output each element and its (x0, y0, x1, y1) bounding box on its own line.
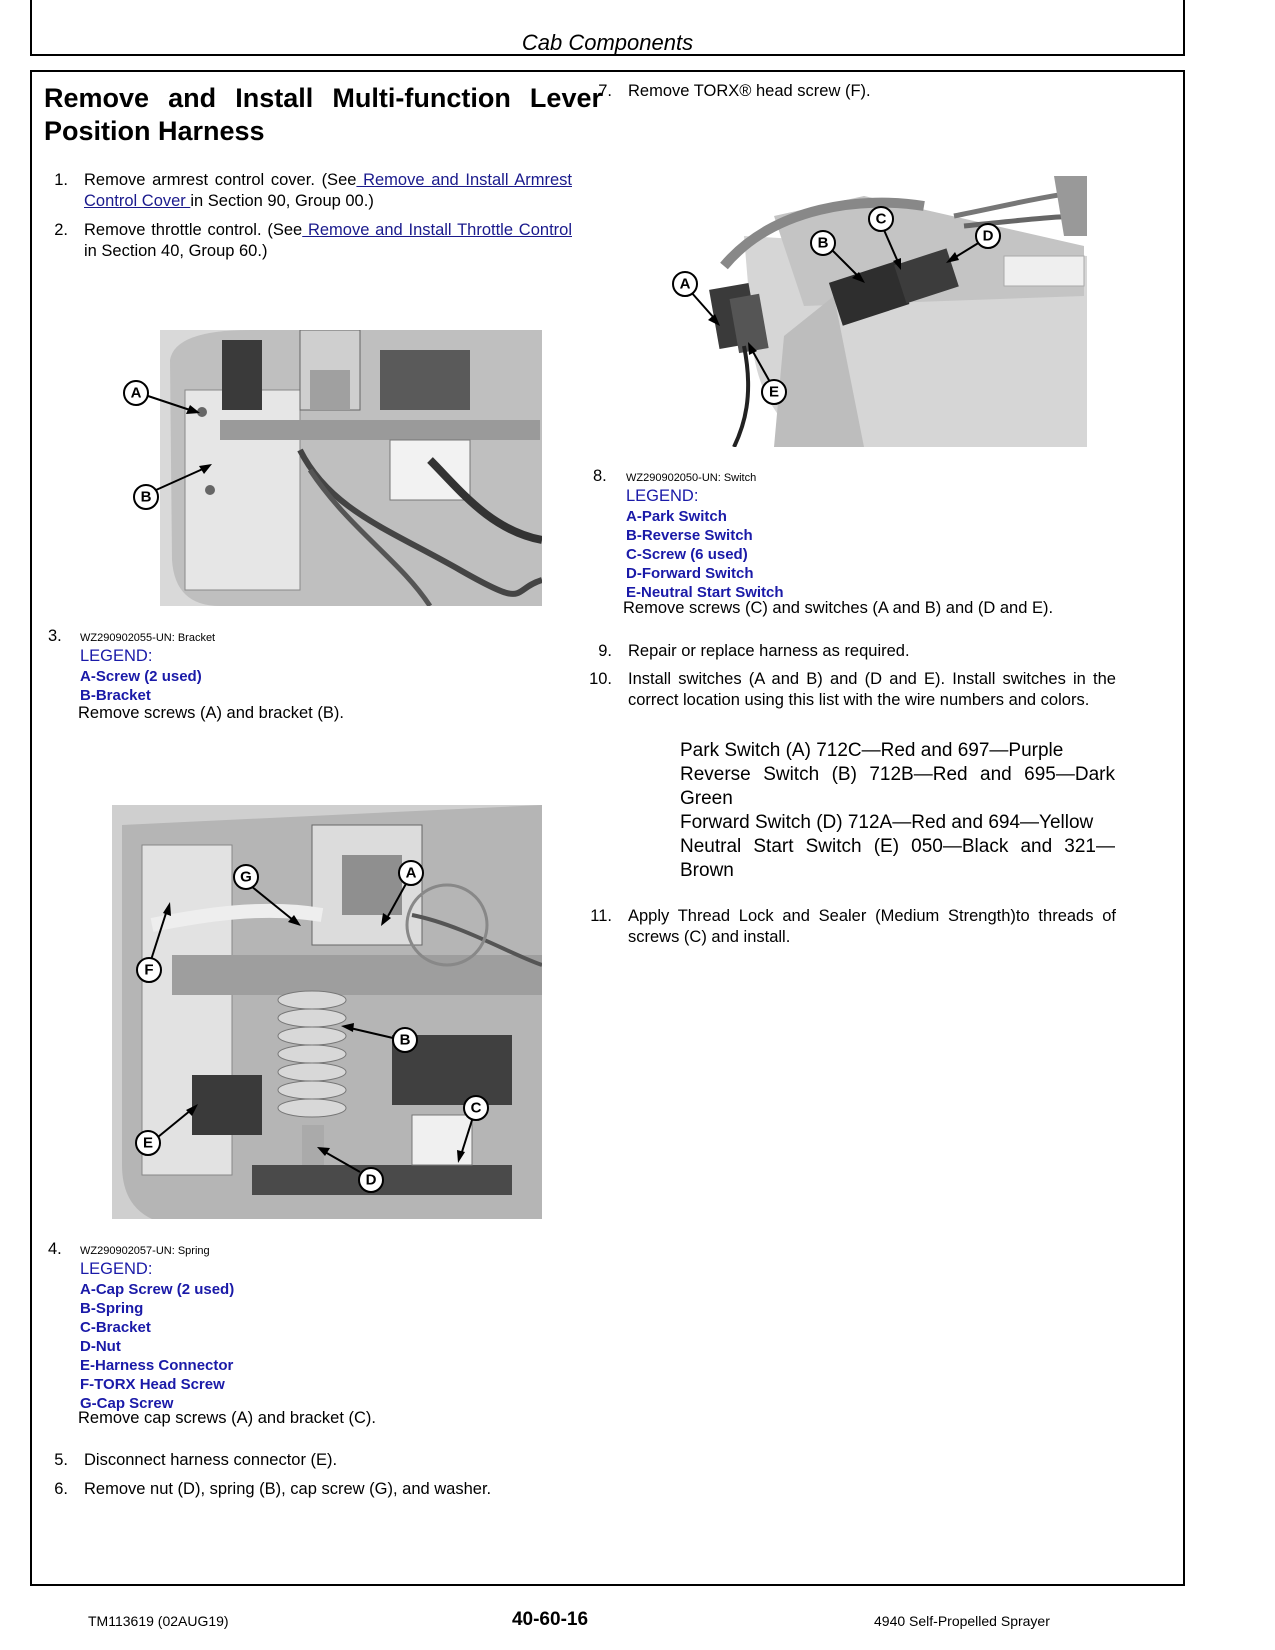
legend-list (626, 507, 784, 602)
legend-item: B-Spring (80, 1300, 144, 1317)
legend-item: C-Bracket (80, 1319, 151, 1336)
step-text: Install switches (A and B) and (D and E). Install switches in the correct location using this list with the wire numbers and colors. (628, 670, 1116, 709)
svg-text:C: C (875, 210, 887, 228)
callout-c (869, 207, 901, 270)
figure-caption: WZ290902055-UN: Bracket (80, 632, 216, 644)
legend-heading: LEGEND: (80, 647, 153, 665)
callout-f (137, 902, 171, 982)
legend-item: A-Park Switch (626, 508, 727, 525)
step-number: 8. (593, 467, 607, 485)
step-text: Apply Thread Lock and Sealer (Medium Strength)to threads of screws (C) and install. (628, 907, 1116, 946)
callout-e (136, 1104, 198, 1155)
step-number: 1. (54, 171, 68, 189)
wire-list-item: Neutral Start Switch (E) 050—Black and 321—Brown (680, 836, 1115, 881)
svg-text:D: D (982, 227, 994, 245)
legend-item: D-Nut (80, 1338, 121, 1355)
callout-b (811, 231, 865, 283)
figure-caption: WZ290902050-UN: Switch (626, 472, 757, 484)
step-number: 11. (590, 907, 612, 925)
svg-text:F: F (144, 961, 154, 979)
svg-text:C: C (470, 1099, 482, 1117)
svg-text:A: A (405, 864, 417, 882)
step-text: Remove nut (D), spring (B), cap screw (G), and washer. (84, 1480, 492, 1498)
svg-text:A: A (130, 384, 142, 402)
legend-list (80, 1280, 234, 1413)
legend-item: G-Cap Screw (80, 1395, 174, 1412)
legend-item: B-Reverse Switch (626, 527, 753, 544)
svg-text:E: E (142, 1134, 154, 1152)
wire-list-item: Park Switch (A) 712C—Red and 697—Purple (680, 740, 1064, 761)
step-text: in Section 90, Group 00.) (190, 192, 374, 210)
wire-list (680, 739, 1115, 883)
callout-a (673, 272, 720, 326)
callout-d (317, 1147, 383, 1192)
page-number: 40-60-16 (511, 1609, 589, 1630)
step-text: Remove TORX® head screw (F). (628, 82, 871, 100)
svg-text:B: B (399, 1031, 411, 1049)
wire-list-item: Reverse Switch (B) 712B—Red and 695—Dark Green (680, 764, 1115, 809)
link-throttle-control[interactable]: Remove and Install Throttle Control (302, 221, 572, 239)
step-number: 2. (54, 221, 68, 239)
step-text: Remove cap screws (A) and bracket (C). (78, 1409, 377, 1427)
step-text: Remove throttle control. (See (84, 221, 303, 239)
svg-text:G: G (240, 868, 252, 886)
step-text: Remove screws (A) and bracket (B). (78, 704, 344, 722)
legend-heading: LEGEND: (80, 1260, 153, 1278)
svg-text:D: D (365, 1171, 377, 1189)
legend-item: D-Forward Switch (626, 565, 754, 582)
legend-item: A-Cap Screw (2 used) (80, 1281, 235, 1298)
page-title: Remove and Install Multi-function Lever Position Harness (44, 83, 602, 146)
legend-item: C-Screw (6 used) (626, 546, 748, 563)
legend-heading: LEGEND: (626, 487, 699, 505)
svg-text:B: B (817, 234, 829, 252)
step-text: Repair or replace harness as required. (628, 642, 910, 660)
step-number: 6. (54, 1480, 68, 1498)
step-text: Remove screws (C) and switches (A and B) and (D and E). (623, 599, 1054, 617)
svg-text:B: B (140, 488, 152, 506)
link-armrest-control-cover[interactable]: Remove and Install Armrest Control Cover (84, 171, 572, 210)
callout-a (124, 381, 200, 414)
doc-id: TM113619 (02AUG19) (88, 1613, 229, 1629)
step-text: Remove armrest control cover. (See (84, 171, 357, 189)
step-number: 7. (598, 82, 612, 100)
step-number: 9. (598, 642, 612, 660)
step-text: in Section 40, Group 60.) (84, 242, 268, 260)
svg-text:A: A (679, 275, 691, 293)
step-number: 3. (48, 627, 62, 645)
callout-a (381, 861, 423, 926)
callout-e (748, 342, 786, 404)
callout-g (234, 865, 301, 926)
legend-item: B-Bracket (80, 687, 151, 704)
callout-b (341, 1023, 417, 1052)
callout-d (946, 224, 1000, 263)
product-name: 4940 Self-Propelled Sprayer (874, 1613, 1050, 1629)
wire-list-item: Forward Switch (D) 712A—Red and 694—Yellow (680, 812, 1094, 833)
step-number: 5. (54, 1451, 68, 1469)
step-number: 10. (589, 670, 612, 688)
section-title: Cab Components (521, 30, 694, 55)
legend-item: E-Neutral Start Switch (626, 584, 784, 601)
callout-c (457, 1096, 488, 1163)
figure-caption: WZ290902057-UN: Spring (80, 1245, 210, 1257)
legend-item: F-TORX Head Screw (80, 1376, 225, 1393)
step-number: 4. (48, 1240, 62, 1258)
legend-item: A-Screw (2 used) (80, 668, 202, 685)
legend-list (80, 667, 202, 705)
step-text: Disconnect harness connector (E). (84, 1451, 338, 1469)
legend-item: E-Harness Connector (80, 1357, 234, 1374)
svg-text:E: E (768, 383, 780, 401)
callout-b (134, 464, 212, 509)
